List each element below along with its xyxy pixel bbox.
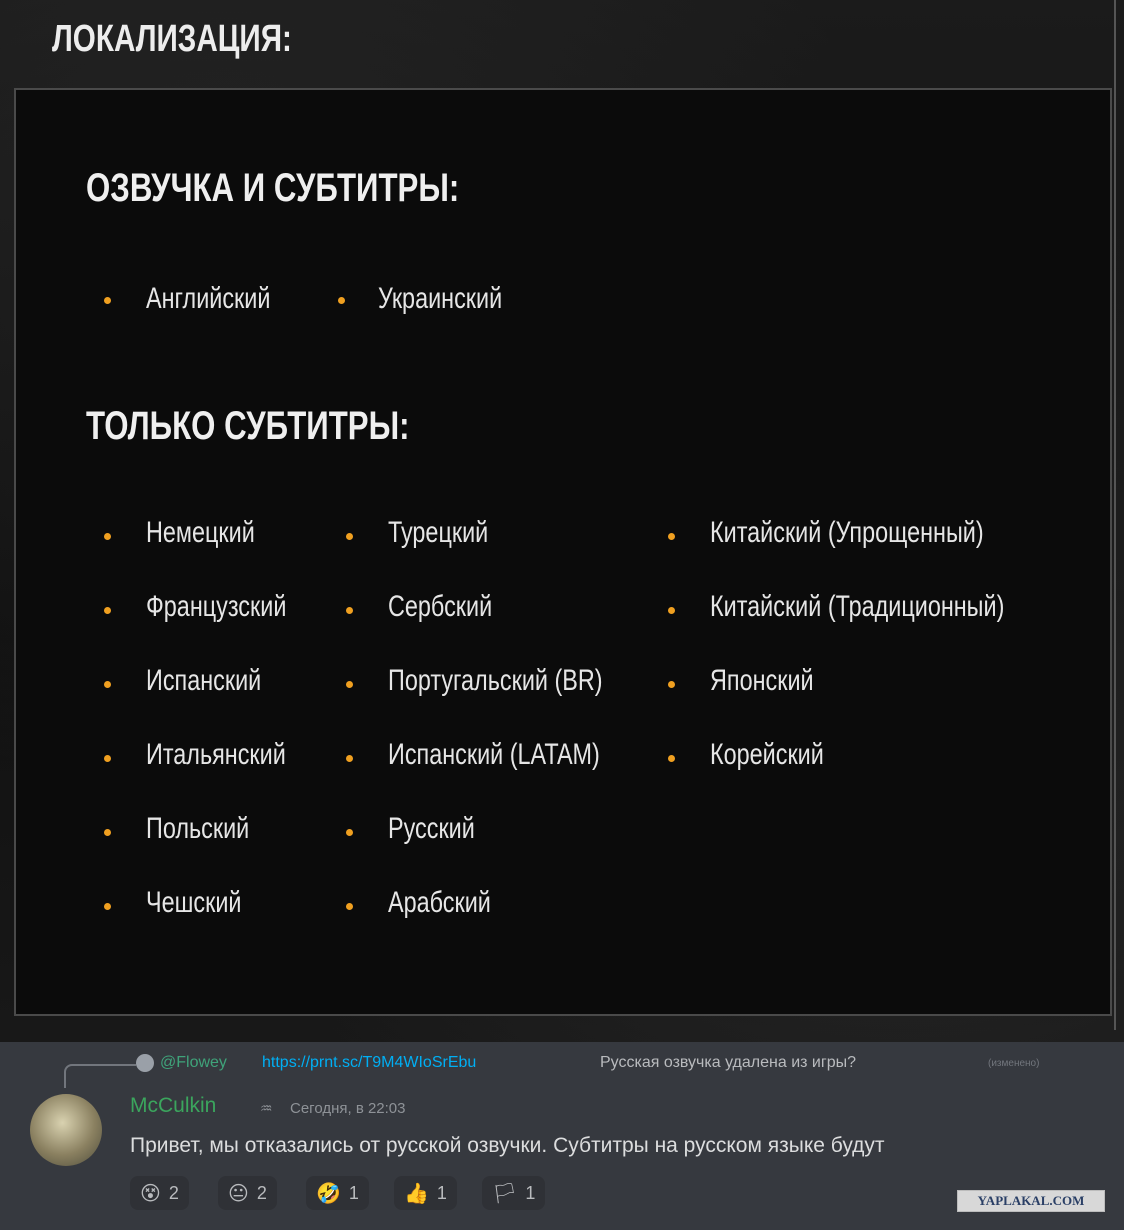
subs-lang: Сербский: [388, 590, 493, 623]
site-watermark: YAPLAKAL.COM: [957, 1190, 1105, 1212]
subs-lang: Французский: [146, 590, 287, 623]
face-emoji-icon: 😵: [140, 1182, 161, 1205]
bullet: [104, 297, 111, 304]
reaction-count: 2: [168, 1182, 179, 1203]
bullet: [346, 829, 353, 836]
message-timestamp: Сегодня, в 22:03: [290, 1100, 406, 1117]
bullet: [104, 903, 111, 910]
subs-lang: Китайский (Традиционный): [710, 590, 1005, 623]
subs-lang: Испанский (LATAM): [388, 738, 600, 771]
subs-lang: Португальский (BR): [388, 664, 603, 697]
reply-edited-label: (изменено): [988, 1058, 1040, 1069]
message-text: Привет, мы отказались от русской озвучки. Субтитры на русском языке будут: [130, 1134, 885, 1157]
role-icon: ♒: [260, 1100, 273, 1116]
reply-link[interactable]: https://prnt.sc/T9M4WIoSrEbu: [262, 1054, 477, 1071]
avatar[interactable]: [30, 1094, 102, 1166]
voice-lang-english: Английский: [146, 282, 271, 315]
flag-emoji-icon: 🏳: [492, 1182, 518, 1205]
bullet: [346, 533, 353, 540]
bullet: [668, 533, 675, 540]
subs-lang: Польский: [146, 812, 250, 845]
poster-frame: [14, 88, 1112, 1016]
voice-lang-ukrainian: Украинский: [378, 282, 503, 315]
message-author[interactable]: McCulkin: [130, 1094, 217, 1117]
voice-section-title: ОЗВУЧКА И СУБТИТРЫ:: [86, 166, 460, 210]
subs-lang: Чешский: [146, 886, 242, 919]
bullet: [346, 681, 353, 688]
reply-avatar[interactable]: [136, 1054, 154, 1072]
reaction-4[interactable]: [394, 1176, 457, 1210]
poster-title: ЛОКАЛИЗАЦИЯ:: [52, 18, 292, 60]
subs-section-title: ТОЛЬКО СУБТИТРЫ:: [86, 404, 410, 448]
subs-lang: Итальянский: [146, 738, 286, 771]
bullet: [338, 297, 345, 304]
reaction-count: 2: [256, 1182, 267, 1203]
bullet: [104, 829, 111, 836]
reaction-1[interactable]: [130, 1176, 189, 1210]
bullet: [346, 607, 353, 614]
subs-lang: Русский: [388, 812, 475, 845]
reaction-count: 1: [436, 1182, 447, 1203]
reaction-count: 1: [525, 1182, 536, 1203]
bullet: [346, 755, 353, 762]
reaction-count: 1: [348, 1182, 359, 1203]
bullet: [668, 607, 675, 614]
subs-lang: Арабский: [388, 886, 491, 919]
reaction-2[interactable]: [218, 1176, 277, 1210]
subs-lang: Японский: [710, 664, 814, 697]
reaction-3[interactable]: [306, 1176, 369, 1210]
thumbs-up-emoji-icon: 👍: [404, 1182, 429, 1205]
bullet: [104, 607, 111, 614]
laughing-face-emoji-icon: 🤣: [316, 1182, 341, 1205]
reply-text[interactable]: Русская озвучка удалена из игры?: [600, 1054, 856, 1071]
reaction-5[interactable]: [482, 1176, 545, 1210]
bullet: [346, 903, 353, 910]
bullet: [668, 681, 675, 688]
bullet: [668, 755, 675, 762]
bullet: [104, 681, 111, 688]
subs-lang: Корейский: [710, 738, 824, 771]
subs-lang: Китайский (Упрощенный): [710, 516, 984, 549]
subs-lang: Испанский: [146, 664, 262, 697]
bullet: [104, 533, 111, 540]
frame-line: [1114, 0, 1116, 1030]
reply-connector: [64, 1064, 136, 1088]
bullet: [104, 755, 111, 762]
subs-lang: Турецкий: [388, 516, 489, 549]
discord-message: [0, 1042, 1124, 1230]
reply-author[interactable]: @Flowey: [160, 1054, 227, 1071]
neutral-face-emoji-icon: 😐: [228, 1182, 249, 1205]
subs-lang: Немецкий: [146, 516, 255, 549]
